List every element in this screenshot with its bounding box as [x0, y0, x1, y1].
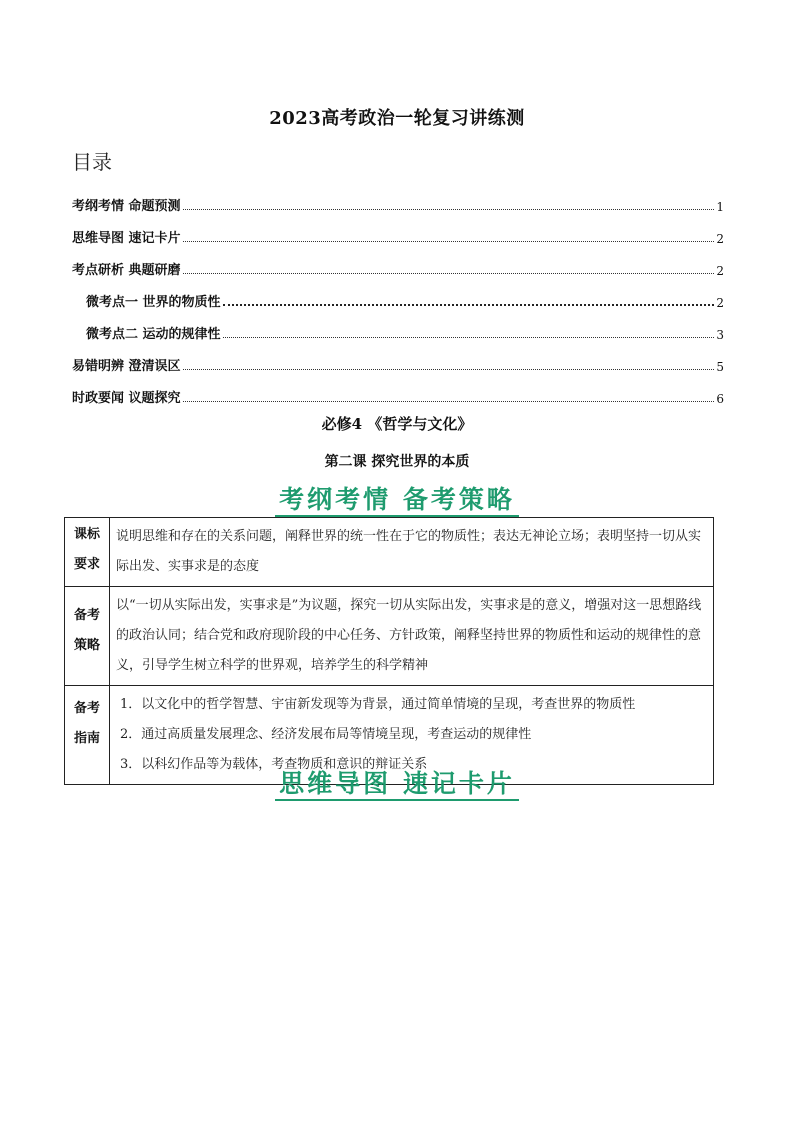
section-banner-exam-strategy	[0, 480, 794, 516]
row-key-top: 备考	[73, 608, 100, 623]
row-content	[110, 587, 714, 686]
toc-item[interactable]	[72, 246, 724, 278]
row-line: 1．以文化中的哲学智慧、宇宙新发现等为背景，通过简单情境的呈现，考查世界的物质性	[120, 697, 636, 712]
toc-item[interactable]	[72, 374, 724, 406]
row-key-top: 课标	[73, 527, 100, 542]
toc-leader	[223, 336, 715, 338]
row-key-bottom: 指南	[73, 731, 100, 746]
row-line: 说明思维和存在的关系问题，阐释世界的统一性在于它的物质性；表达无神论立场；表明坚持一切从实际出发、实事求是的态度	[116, 529, 702, 574]
toc-leader	[223, 303, 715, 306]
toc-subitem[interactable]	[72, 278, 724, 310]
lesson-title: 第二课 探究世界的本质	[324, 454, 470, 470]
row-line: 以“一切从实际出发，实事求是”为议题，探究一切从实际出发，实事求是的意义，增强对这一思想路线的政治认同；结合党和政府现阶段的中心任务、方针政策，阐释坚持世界的物质性和运动的规律性的意义，引导学生树立科学的世界观，培养学生的科学精神	[116, 598, 702, 673]
toc-item[interactable]	[72, 182, 724, 214]
toc-item-page: 6	[716, 392, 724, 406]
row-key	[65, 587, 110, 686]
toc-item-page: 2	[716, 232, 724, 246]
toc-item[interactable]	[72, 342, 724, 374]
table-of-contents	[72, 182, 724, 406]
banner-text: 考纲考情 备考策略	[275, 485, 519, 517]
row-key-top: 备考	[73, 701, 100, 716]
toc-heading: 目录	[72, 150, 112, 174]
toc-leader	[183, 368, 715, 370]
row-key-bottom: 要求	[73, 557, 100, 572]
toc-leader	[183, 272, 715, 274]
row-key	[65, 518, 110, 587]
toc-item-label: 微考点二 运动的规律性	[86, 327, 221, 342]
toc-item-page: 5	[716, 360, 724, 374]
table-row	[65, 518, 714, 587]
toc-item-label: 易错明辨 澄清误区	[72, 359, 181, 374]
toc-item-page: 2	[716, 296, 724, 310]
toc-item-label: 考纲考情 命题预测	[72, 199, 181, 214]
row-key-bottom: 策略	[73, 638, 100, 653]
toc-item[interactable]	[72, 214, 724, 246]
row-line: 3．以科幻作品等为载体，考查物质和意识的辩证关系	[120, 757, 428, 772]
toc-item-label: 时政要闻 议题探究	[72, 391, 181, 406]
toc-item-page: 3	[716, 328, 724, 342]
table-row	[65, 587, 714, 686]
toc-item-page: 1	[716, 200, 724, 214]
banner-text: 思维导图 速记卡片	[275, 769, 519, 801]
toc-leader	[183, 208, 715, 210]
toc-leader	[183, 240, 715, 242]
toc-subitem[interactable]	[72, 310, 724, 342]
section-banner-mind-map	[0, 764, 794, 800]
requirements-table	[64, 517, 714, 785]
toc-item-label: 微考点一 世界的物质性	[86, 295, 221, 310]
toc-leader	[183, 400, 715, 402]
row-content	[110, 518, 714, 587]
toc-item-label: 考点研析 典题研磨	[72, 263, 181, 278]
toc-item-label: 思维导图 速记卡片	[72, 231, 181, 246]
subject-title: 必修4 《哲学与文化》	[321, 415, 473, 433]
row-line: 2．通过高质量发展理念、经济发展布局等情境呈现，考查运动的规律性	[120, 727, 532, 742]
toc-item-page: 2	[716, 264, 724, 278]
page-title: 2023高考政治一轮复习讲练测	[269, 108, 525, 129]
